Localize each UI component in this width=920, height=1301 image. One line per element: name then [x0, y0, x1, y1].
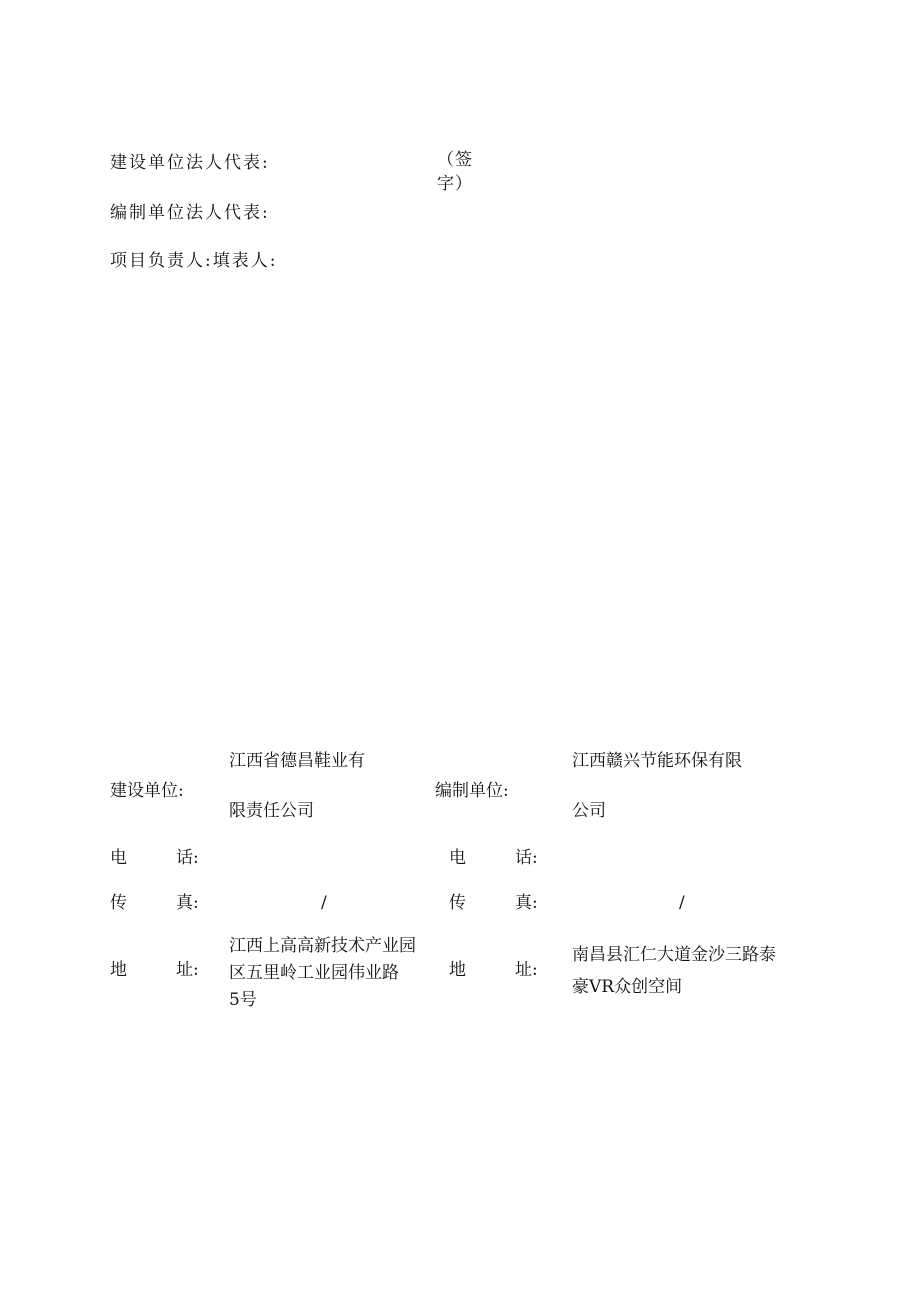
construction-address-line2: 区五里岭工业园伟业路 [229, 963, 399, 983]
construction-address-line1: 江西上高高新技术产业园 [229, 936, 416, 956]
project-lead-label: 项目负责人:填表人: [110, 251, 278, 271]
construction-fax-label-a: 传 [110, 893, 127, 913]
construction-address-label-b: 址: [176, 960, 199, 980]
editing-fax-value: / [679, 893, 685, 913]
construction-unit-name-line2: 限责任公司 [229, 801, 314, 821]
editing-phone-label-a: 电 [449, 848, 466, 868]
construction-fax-value: / [321, 893, 327, 913]
construction-unit-label: 建设单位: [110, 781, 184, 801]
signature-note: （签字） [437, 150, 473, 194]
construction-phone-label-b: 话: [176, 848, 199, 868]
editing-address-line1: 南昌县汇仁大道金沙三路泰 [572, 945, 776, 965]
construction-fax-label-b: 真: [176, 893, 199, 913]
editing-unit-name-line1: 江西赣兴节能环保有限 [572, 751, 742, 771]
editing-fax-label-b: 真: [515, 893, 538, 913]
editing-phone-label-b: 话: [515, 848, 538, 868]
editing-fax-label-a: 传 [449, 893, 466, 913]
editor-legal-rep-label: 编制单位法人代表: [110, 203, 270, 223]
editing-address-line2: 豪VR众创空间 [572, 977, 683, 997]
construction-address-line3: 5号 [229, 990, 257, 1010]
editing-address-label-a: 地 [449, 960, 466, 980]
construction-address-label-a: 地 [110, 960, 127, 980]
editing-unit-label: 编制单位: [435, 781, 509, 801]
construction-legal-rep-label: 建设单位法人代表: [110, 153, 270, 173]
construction-unit-name-line1: 江西省德昌鞋业有 [229, 751, 365, 771]
editing-unit-name-line2: 公司 [572, 801, 606, 821]
construction-phone-label-a: 电 [110, 848, 127, 868]
editing-address-label-b: 址: [515, 960, 538, 980]
